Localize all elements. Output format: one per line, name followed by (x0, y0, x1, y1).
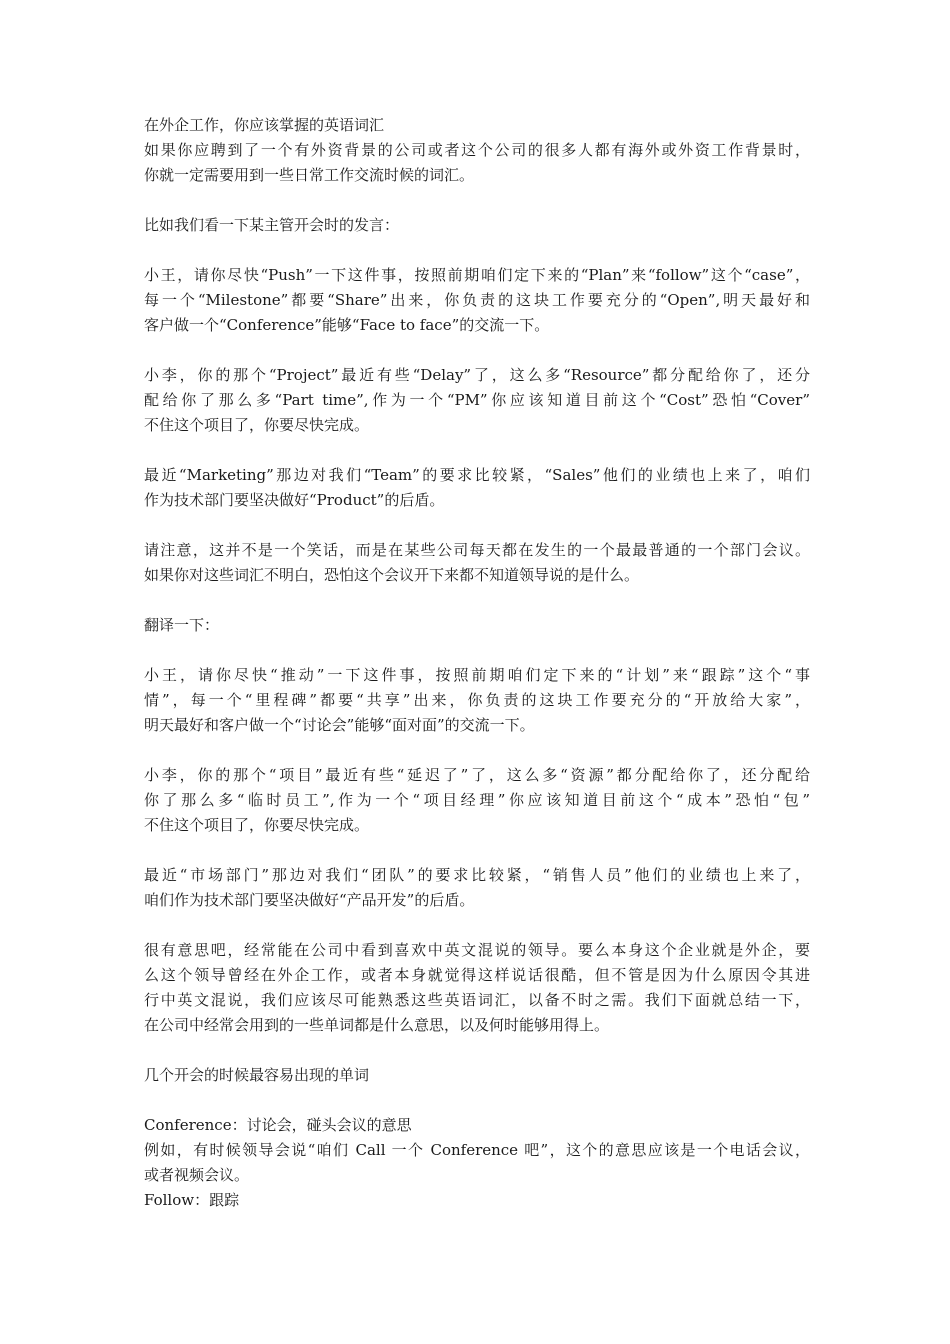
para2-line-1: 小李，你的那个“Project”最近有些“Delay”了，这么多“Resource”都分配给你了，还分 (144, 366, 810, 384)
para4-line-1: 请注意，这并不是一个笑话，而是在某些公司每天都在发生的一个最最普通的一个部门会议。 (144, 541, 810, 559)
para7-line-2: 咱们作为技术部门要坚决做好“产品开发”的后盾。 (144, 891, 475, 909)
paragraph-gap (144, 588, 810, 613)
paragraph-gap (144, 1088, 810, 1113)
para5-line-3: 明天最好和客户做一个“讨论会”能够“面对面”的交流一下。 (144, 716, 535, 734)
para4-line-2: 如果你对这些词汇不明白，恐怕这个会议开下来都不知道领导说的是什么。 (144, 566, 640, 584)
para3-line-1: 最近“Marketing”那边对我们“Team”的要求比较紧，“Sales”他们的业绩也上来了，咱们 (144, 466, 810, 484)
document-title: 在外企工作，你应该掌握的英语词汇 (144, 116, 385, 134)
para6-line-2: 你了那么多“临时员工”,作为一个“项目经理”你应该知道目前这个“成本”恐怕“包” (144, 791, 810, 809)
vocab-term-follow: Follow：跟踪 (144, 1191, 240, 1209)
para5-line-1: 小王，请你尽快“推动”一下这件事，按照前期咱们定下来的“计划”来“跟踪”这个“事 (144, 666, 810, 684)
para8-line-2: 么这个领导曾经在外企工作，或者本身就觉得这样说话很酷，但不管是因为什么原因令其进 (144, 966, 810, 984)
para1-line-3: 客户做一个“Conference”能够“Face to face”的交流一下。 (144, 316, 550, 334)
para8-line-1: 很有意思吧，经常能在公司中看到喜欢中英文混说的领导。要么本身这个企业就是外企，要 (144, 941, 810, 959)
document-page (144, 113, 810, 1213)
paragraph-gap (144, 513, 810, 538)
para6-line-1: 小李，你的那个“项目”最近有些“延迟了”了，这么多“资源”都分配给你了，还分配给 (144, 766, 810, 784)
intro-line-2: 你就一定需要用到一些日常工作交流时候的词汇。 (144, 166, 475, 184)
paragraph-gap (144, 238, 810, 263)
para5-line-2: 情”，每一个“里程碑”都要“共享”出来，你负责的这块工作要充分的“开放给大家”， (144, 691, 810, 709)
paragraph-gap (144, 1038, 810, 1063)
paragraph-gap (144, 338, 810, 363)
para2-line-3: 不住这个项目了，你要尽快完成。 (144, 416, 370, 434)
paragraph-gap (144, 188, 810, 213)
para8-line-4: 在公司中经常会用到的一些单词都是什么意思，以及何时能够用得上。 (144, 1016, 610, 1034)
translate-heading: 翻译一下： (144, 616, 220, 634)
section-heading: 几个开会的时候最容易出现的单词 (144, 1066, 370, 1084)
para2-line-2: 配给你了那么多“Part time”,作为一个“PM”你应该知道目前这个“Cost”恐怕“Cover” (144, 391, 810, 409)
para6-line-3: 不住这个项目了，你要尽快完成。 (144, 816, 370, 834)
para1-line-1: 小王，请你尽快“Push”一下这件事，按照前期咱们定下来的“Plan”来“follow”这个“case”， (144, 266, 810, 284)
paragraph-gap (144, 438, 810, 463)
para1-line-2: 每一个“Milestone”都要“Share”出来，你负责的这块工作要充分的“Open”,明天最好和 (144, 291, 810, 309)
vocab-example-line-1: 例如，有时候领导会说“咱们 Call 一个 Conference 吧”，这个的意思应该是一个电话会议， (144, 1141, 810, 1159)
para3-line-2: 作为技术部门要坚决做好“Product”的后盾。 (144, 491, 445, 509)
paragraph-gap (144, 913, 810, 938)
para8-line-3: 行中英文混说，我们应该尽可能熟悉这些英语词汇，以备不时之需。我们下面就总结一下， (144, 991, 810, 1009)
paragraph-gap (144, 838, 810, 863)
paragraph-gap (144, 738, 810, 763)
para7-line-1: 最近“市场部门”那边对我们“团队”的要求比较紧，“销售人员”他们的业绩也上来了， (144, 866, 810, 884)
intro-line-1: 如果你应聘到了一个有外资背景的公司或者这个公司的很多人都有海外或外资工作背景时， (144, 141, 810, 159)
example-intro: 比如我们看一下某主管开会时的发言： (144, 216, 400, 234)
vocab-example-line-2: 或者视频会议。 (144, 1166, 250, 1184)
paragraph-gap (144, 638, 810, 663)
vocab-term-conference: Conference：讨论会，碰头会议的意思 (144, 1116, 412, 1134)
